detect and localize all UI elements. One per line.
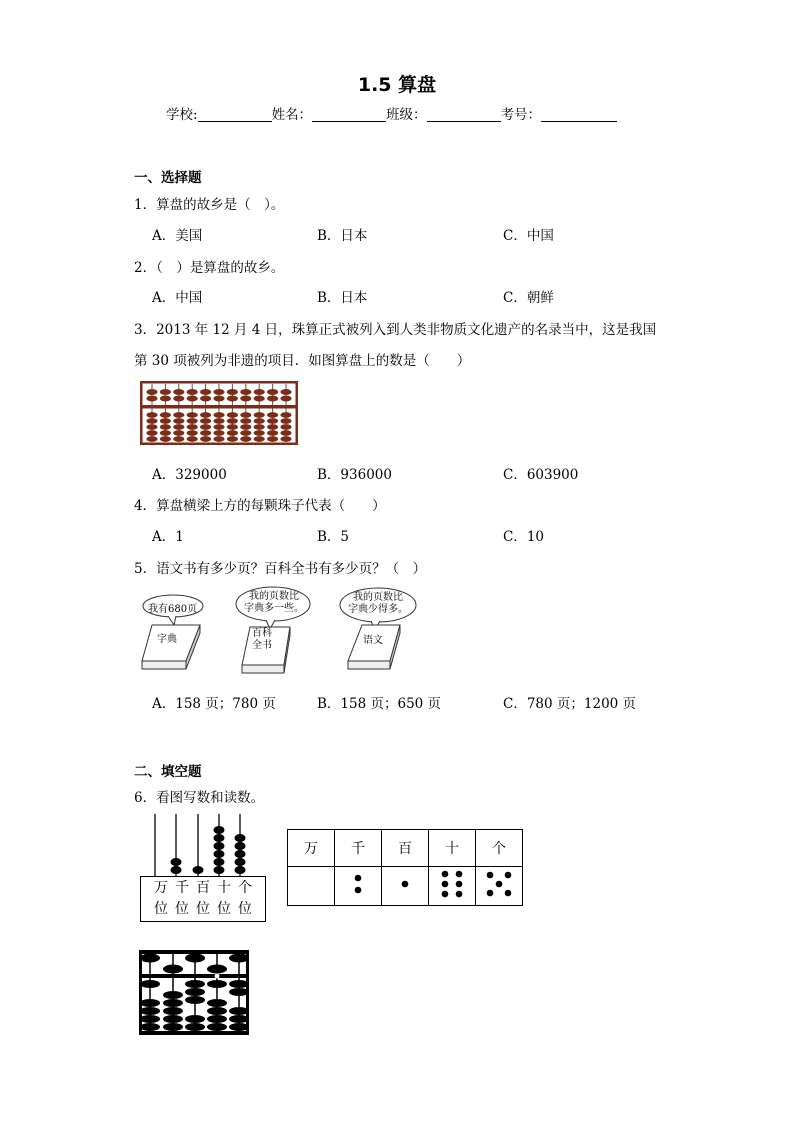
rod-bead [235, 866, 246, 874]
rod-bead [171, 866, 182, 874]
q5-option-a[interactable]: A．158 页；780 页 [152, 696, 276, 712]
exam-no-blank[interactable] [541, 107, 617, 122]
rod-bead [214, 866, 225, 874]
abacus2-lower-bead [185, 1023, 205, 1031]
bubble-text-chinese-book: 我的页数比 字典少得多。 [348, 592, 408, 615]
question-1: 1．算盘的故乡是（ ）。 [134, 197, 285, 213]
abacus-lower-bead [280, 412, 291, 418]
place-value-label-box [140, 876, 266, 922]
abacus2-lower-bead [140, 980, 160, 988]
label-thousands: 千 位 [175, 880, 189, 917]
cell-ones [476, 867, 523, 906]
abacus-upper-bead [267, 396, 278, 402]
place-dot [442, 891, 449, 898]
name-blank[interactable] [312, 107, 386, 122]
place-dot [505, 872, 512, 879]
cell-ten-thousands [288, 867, 335, 906]
abacus-upper-bead [227, 389, 238, 395]
abacus-lower-bead [146, 430, 157, 436]
place-dot [456, 881, 463, 888]
label-ten-thousands: 万 位 [154, 880, 168, 917]
abacus-upper-bead [213, 389, 224, 395]
name-label: 姓名： [271, 107, 313, 123]
book-label-encyclopedia: 百科 全书 [252, 628, 272, 651]
q4-option-b[interactable]: B．5 [317, 529, 350, 545]
abacus-figure-q6 [138, 947, 250, 1039]
bubble-text-encyclopedia: 我的页数比 字典多一些。 [244, 591, 304, 614]
abacus2-lower-bead [229, 1007, 249, 1015]
abacus-upper-bead [173, 396, 184, 402]
class-blank[interactable] [427, 107, 501, 122]
label-hundreds: 百 位 [196, 880, 210, 917]
abacus-upper-bead [187, 389, 198, 395]
abacus2-upper-bead [185, 954, 205, 963]
rod-bead [235, 834, 246, 842]
abacus-lower-bead [267, 412, 278, 418]
abacus-lower-bead [146, 424, 157, 430]
header-ten-thousands: 万 [288, 830, 335, 867]
rod-bead [214, 858, 225, 866]
place-dot [496, 881, 503, 888]
abacus-upper-bead [254, 396, 265, 402]
q4-option-c[interactable]: C．10 [503, 529, 545, 545]
cell-hundreds [382, 867, 429, 906]
abacus2-lower-bead [207, 1015, 227, 1023]
book-label-chinese: 语文 [363, 635, 383, 646]
abacus-lower-bead [240, 430, 251, 436]
place-dot [456, 891, 463, 898]
header-ones: 个 [476, 830, 523, 867]
place-dot [442, 881, 449, 888]
abacus-upper-bead [146, 396, 157, 402]
abacus-lower-bead [280, 424, 291, 430]
abacus-lower-bead [213, 412, 224, 418]
abacus-lower-bead [227, 412, 238, 418]
abacus-lower-bead [240, 418, 251, 424]
question-3-line-2: 第 30 项被列为非遗的项目．如图算盘上的数是（ ） [134, 353, 471, 369]
abacus-lower-bead [160, 436, 171, 442]
abacus2-lower-bead [163, 1023, 183, 1031]
rod-bead [235, 850, 246, 858]
q3-option-a[interactable]: A．329000 [152, 467, 227, 483]
abacus-upper-bead [254, 389, 265, 395]
abacus2-lower-bead [185, 1015, 205, 1023]
abacus-lower-bead [200, 436, 211, 442]
abacus2-lower-bead [140, 1015, 160, 1023]
abacus-lower-bead [187, 418, 198, 424]
abacus-upper-bead [160, 389, 171, 395]
question-2: 2．（ ）是算盘的故乡。 [134, 260, 285, 276]
header-hundreds: 百 [382, 830, 429, 867]
header-thousands: 千 [335, 830, 382, 867]
abacus-lower-bead [200, 412, 211, 418]
abacus-lower-bead [227, 430, 238, 436]
abacus-lower-bead [160, 418, 171, 424]
abacus-upper-bead [200, 389, 211, 395]
abacus-upper-bead [280, 389, 291, 395]
abacus2-lower-bead [140, 999, 160, 1007]
school-blank[interactable] [198, 107, 272, 122]
abacus2-upper-bead [140, 954, 160, 963]
class-label: 班级： [386, 107, 427, 123]
abacus-lower-bead [173, 424, 184, 430]
abacus-lower-bead [160, 424, 171, 430]
q1-option-b[interactable]: B．日本 [317, 228, 368, 244]
header-tens: 十 [429, 830, 476, 867]
place-dot [402, 881, 409, 888]
abacus2-top-bar [141, 950, 247, 954]
cell-thousands [335, 867, 382, 906]
q1-option-c[interactable]: C．中国 [503, 228, 554, 244]
abacus2-lower-bead [207, 999, 227, 1007]
section-heading-choice: 一、选择题 [134, 170, 202, 186]
question-5: 5．语文书有多少页？百科全书有多少页？（ ） [134, 561, 427, 577]
q5-option-b[interactable]: B．158 页；650 页 [317, 696, 442, 712]
rod-bead [214, 850, 225, 858]
q5-option-c[interactable]: C．780 页；1200 页 [503, 696, 637, 712]
abacus2-left-side [139, 950, 142, 1035]
place-dot [355, 875, 362, 882]
abacus-lower-bead [280, 436, 291, 442]
abacus2-lower-bead [140, 1007, 160, 1015]
abacus-lower-bead [267, 424, 278, 430]
place-dot [355, 887, 362, 894]
abacus-lower-bead [213, 418, 224, 424]
place-dot [456, 871, 463, 878]
abacus2-lower-bead [229, 1015, 249, 1023]
q2-option-b[interactable]: B．日本 [317, 290, 368, 306]
question-3-line-1: 3．2013 年 12 月 4 日，珠算正式被列入到人类非物质文化遗产的名录当中，这是我国 [134, 322, 657, 338]
abacus-upper-bead [240, 396, 251, 402]
question-6: 6．看图写数和读数。 [134, 790, 265, 806]
abacus2-lower-bead [207, 1023, 227, 1031]
abacus2-lower-bead [185, 988, 205, 996]
abacus-upper-bead [280, 396, 291, 402]
abacus-lower-bead [146, 436, 157, 442]
place-dot [442, 871, 449, 878]
abacus-lower-bead [160, 412, 171, 418]
abacus-upper-bead [200, 396, 211, 402]
abacus2-lower-bead [163, 1007, 183, 1015]
abacus-lower-bead [227, 418, 238, 424]
abacus-lower-bead [240, 436, 251, 442]
abacus-lower-bead [213, 424, 224, 430]
abacus2-upper-bead [163, 965, 183, 974]
section-heading-fill: 二、填空题 [134, 764, 202, 780]
rod-bead [235, 842, 246, 850]
abacus2-lower-bead [207, 1007, 227, 1015]
abacus-lower-bead [160, 430, 171, 436]
abacus2-lower-bead [229, 1023, 249, 1031]
abacus-lower-bead [187, 430, 198, 436]
abacus-upper-bead [173, 389, 184, 395]
abacus-lower-bead [187, 424, 198, 430]
abacus2-lower-bead [140, 1023, 160, 1031]
abacus-lower-bead [146, 412, 157, 418]
abacus-lower-bead [187, 436, 198, 442]
abacus-lower-bead [267, 436, 278, 442]
school-label: 学校: [166, 107, 198, 123]
abacus2-lower-bead [185, 980, 205, 988]
abacus-lower-bead [227, 424, 238, 430]
rod-bead [214, 842, 225, 850]
abacus2-lower-bead [229, 980, 249, 988]
abacus-lower-bead [267, 430, 278, 436]
rod-bead [214, 826, 225, 834]
place-dot [487, 872, 494, 879]
place-value-table [287, 829, 523, 906]
abacus2-lower-bead [229, 988, 249, 996]
abacus-lower-bead [280, 418, 291, 424]
q3-option-b[interactable]: B．936000 [317, 467, 392, 483]
rod-bead [235, 858, 246, 866]
abacus2-lower-bead [185, 996, 205, 1004]
abacus-lower-bead [227, 436, 238, 442]
page-title: 1.5 算盘 [357, 74, 437, 96]
abacus-lower-bead [146, 418, 157, 424]
abacus-lower-bead [254, 430, 265, 436]
abacus-lower-bead [240, 424, 251, 430]
abacus-upper-bead [227, 396, 238, 402]
abacus-lower-bead [213, 430, 224, 436]
abacus-lower-bead [200, 430, 211, 436]
q2-option-c[interactable]: C．朝鲜 [503, 290, 554, 306]
abacus-lower-bead [173, 436, 184, 442]
question-4: 4．算盘横梁上方的每颗珠子代表（ ） [134, 498, 386, 514]
abacus2-lower-bead [163, 991, 183, 999]
q2-option-a[interactable]: A．中国 [152, 290, 203, 306]
abacus-lower-bead [173, 412, 184, 418]
abacus-lower-bead [240, 412, 251, 418]
abacus-lower-bead [213, 436, 224, 442]
place-dot [487, 890, 494, 897]
book-label-dictionary: 字典 [157, 634, 177, 645]
abacus-figure-q3 [140, 381, 298, 445]
exam-no-label: 考号： [500, 107, 542, 123]
abacus-beam [142, 405, 296, 409]
cell-tens [429, 867, 476, 906]
label-tens: 十 位 [217, 880, 231, 917]
abacus-upper-bead [267, 389, 278, 395]
abacus-lower-bead [267, 418, 278, 424]
place-dot [505, 890, 512, 897]
abacus-lower-bead [200, 418, 211, 424]
label-ones: 个 位 [238, 880, 252, 917]
abacus2-unit-marker [215, 974, 220, 979]
abacus2-bottom-bar [141, 1031, 247, 1035]
abacus-lower-bead [280, 430, 291, 436]
bubble-text-dictionary: 我有680页 [148, 604, 198, 615]
abacus2-upper-bead [229, 954, 249, 963]
abacus2-lower-bead [207, 980, 227, 988]
abacus-upper-bead [160, 396, 171, 402]
abacus-lower-bead [187, 412, 198, 418]
abacus-lower-bead [254, 418, 265, 424]
q3-option-c[interactable]: C．603900 [503, 467, 579, 483]
student-info-line [166, 103, 617, 123]
abacus-lower-bead [173, 418, 184, 424]
rod-bead [171, 858, 182, 866]
abacus-lower-bead [254, 436, 265, 442]
q1-option-a[interactable]: A．美国 [152, 228, 203, 244]
rod-bead [193, 866, 204, 874]
abacus-upper-bead [146, 389, 157, 395]
abacus2-lower-bead [163, 1015, 183, 1023]
abacus-upper-bead [213, 396, 224, 402]
abacus-lower-bead [254, 412, 265, 418]
abacus2-beam [141, 974, 247, 978]
abacus-upper-bead [187, 396, 198, 402]
rod-bead [214, 834, 225, 842]
abacus-lower-bead [173, 430, 184, 436]
q4-option-a[interactable]: A．1 [152, 529, 184, 545]
abacus-lower-bead [254, 424, 265, 430]
abacus2-lower-bead [163, 999, 183, 1007]
abacus-lower-bead [200, 424, 211, 430]
abacus-upper-bead [240, 389, 251, 395]
abacus2-upper-bead [207, 965, 227, 974]
